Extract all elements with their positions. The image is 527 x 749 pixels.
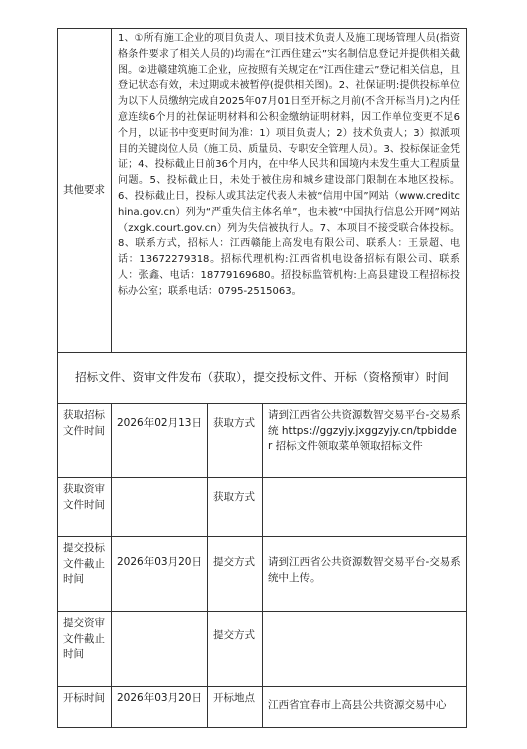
row-method-label: 获取方式 bbox=[208, 404, 263, 477]
row-label: 开标时间 bbox=[58, 687, 112, 727]
row-method bbox=[263, 612, 467, 686]
row-label: 提交投标文件截止时间 bbox=[58, 537, 112, 611]
row-label: 获取资审文件时间 bbox=[58, 478, 112, 536]
row-label: 提交资审文件截止时间 bbox=[58, 612, 112, 686]
row-method: 请到江西省公共资源数智交易平台-交易系统中上传。 bbox=[263, 537, 467, 611]
tender-info-table bbox=[57, 28, 467, 728]
table-row bbox=[58, 478, 467, 537]
other-requirements-label bbox=[58, 29, 112, 352]
table-row bbox=[58, 612, 467, 687]
row-date: 2026年02月13日 bbox=[112, 404, 208, 477]
row-method-label: 获取方式 bbox=[208, 478, 263, 536]
table-row bbox=[58, 404, 467, 478]
row-label: 获取招标文件时间 bbox=[58, 404, 112, 477]
other-requirements-label-text: 其他要求 bbox=[63, 183, 105, 196]
row-method-label: 开标地点 bbox=[208, 687, 263, 727]
section-title: 招标文件、资审文件发布（获取），提交投标文件、开标（资格预审）时间 bbox=[75, 370, 449, 384]
table-row bbox=[58, 687, 467, 728]
section-header-cell bbox=[58, 353, 467, 403]
row-date bbox=[112, 478, 208, 536]
row-method: 江西省宜春市上高县公共资源交易中心 bbox=[263, 687, 467, 727]
row-method-label: 提交方式 bbox=[208, 612, 263, 686]
table-row bbox=[58, 537, 467, 612]
row-date bbox=[112, 612, 208, 686]
other-requirements-text: 1、①所有施工企业的项目负责人、项目技术负责人及施工现场管理人员(指资格条件要求了相关人员的)均需在“江西住建云”实名制信息登记并提供相关截图。②进赣建筑施工企业，应按照有关规定在“江西住建云”登记相关信息，且登记状态有效，未过期或未被暂停(提供相关图)。2、社保证明:提供投标单位为以下人员缴纳完成自2025年07月01日至开标之月前(不含开标当月)之内任意连续6个月的社保证明材料和公积金缴纳证明材料，因工作单位变更不足6个月，以证书中变更时间为准：1）项目负责人；2）技术负责人；3）拟派项目的关键岗位人员（施工员、质量员、专职安全管理人员）。3、投标保证金凭证；4、投标截止日前36个月内，在中华人民共和国境内未发生重大工程质量问题。5、投标截止日，未处于被住房和城乡建设部门限制在本地区投标。6、投标截止日，投标人或其法定代表人未被“信用中国”网站（www.creditchina.gov.cn）列为“严重失信主体名单”，也未被“中国执行信息公开网”网站（zxgk.court.gov.cn）列为失信被执行人。7、本项目不接受联合体投标。8、联系方式，招标人：江西赣能上高发电有限公司、联系人：王景超、电话：13672279318。招标代理机构:江西省机电设备招标有限公司、联系人：张鑫、电话：18779169680。招投标监管机构:上高县建设工程招标投标办公室；联系电话：0795-2515063。 bbox=[112, 29, 467, 352]
row-method-label: 提交方式 bbox=[208, 537, 263, 611]
row-date: 2026年03月20日 bbox=[112, 687, 208, 727]
row-date: 2026年03月20日 bbox=[112, 537, 208, 611]
row-method: 请到江西省公共资源数智交易平台-交易系统 https://ggzyjy.jxggzyjy.cn/tpbidder 招标文件领取菜单领取招标文件 bbox=[263, 404, 467, 477]
row-method bbox=[263, 478, 467, 536]
section-header-row bbox=[58, 353, 467, 404]
other-requirements-row bbox=[58, 29, 467, 353]
